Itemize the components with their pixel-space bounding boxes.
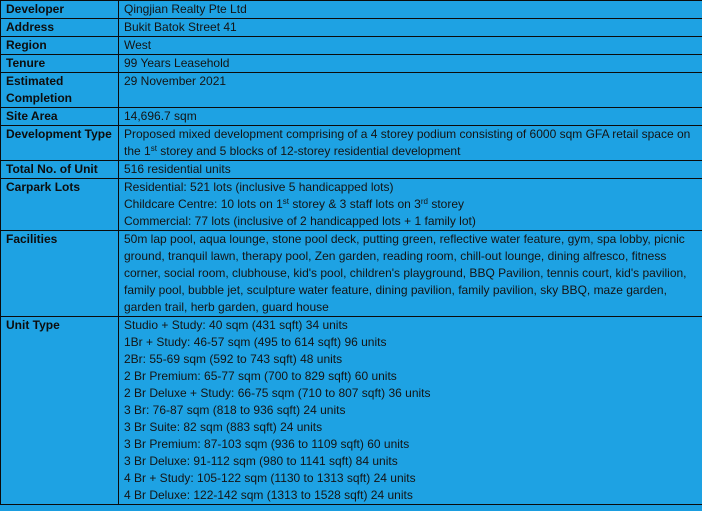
- ordinal-suffix: st: [282, 197, 289, 206]
- ordinal-suffix: st: [150, 144, 157, 153]
- label-tenure: Tenure: [1, 55, 119, 73]
- value-developer: [119, 1, 702, 19]
- row-carpark-lots: [1, 179, 702, 231]
- value-region: [119, 37, 702, 55]
- value-line: 516 residential units: [124, 162, 231, 176]
- row-site-area: [1, 108, 702, 126]
- value-paragraph: 50m lap pool, aqua lounge, stone pool deck, putting green, reflective water feature, gym, spa lobby, picnic ground, tranquil lawn, therapy pool, Zen garden, reading room, chill-out lounge, dining alfresco, fitness corner, social room, clubhouse, kid's pool, children's playground, BBQ Pavilion, tennis court, kid's pavilion, family pool, bubble jet, sculpture water feature, dining pavilion, family pavilion, sky BBQ, maze garden, garden trail, herb garden, guard house: [124, 232, 687, 314]
- unit-type-line: 2 Br Premium: 65-77 sqm (700 to 829 sqft) 60 units: [124, 369, 397, 383]
- value-site-area: [119, 108, 702, 126]
- label-address: Address: [1, 19, 119, 37]
- value-paragraph: Proposed mixed development comprising of a 4 storey podium consisting of 6000 sqm GFA retail space on the 1st storey and 5 blocks of 12-storey residential development: [124, 127, 691, 158]
- value-line: Commercial: 77 lots (inclusive of 2 handicapped lots + 1 family lot): [124, 214, 476, 228]
- unit-type-line: 3 Br Suite: 82 sqm (883 sqft) 24 units: [124, 420, 323, 434]
- label-development-type: Development Type: [1, 126, 119, 161]
- unit-type-line: 1Br + Study: 46-57 sqm (495 to 614 sqft) 96 units: [124, 335, 387, 349]
- unit-type-line: 3 Br Deluxe: 91-112 sqm (980 to 1141 sqft) 84 units: [124, 454, 398, 468]
- value-carpark-lots: [119, 179, 702, 231]
- unit-type-line: 4 Br + Study: 105-122 sqm (1130 to 1313 sqft) 24 units: [124, 471, 416, 485]
- label-region: Region: [1, 37, 119, 55]
- label-facilities: Facilities: [1, 231, 119, 317]
- value-line: 99 Years Leasehold: [124, 56, 230, 70]
- unit-type-line: 4 Br Deluxe: 122-142 sqm (1313 to 1528 sqft) 24 units: [124, 488, 413, 502]
- value-total-units: [119, 161, 702, 179]
- unit-type-line: 2 Br Deluxe + Study: 66-75 sqm (710 to 807 sqft) 36 units: [124, 386, 431, 400]
- row-development-type: [1, 126, 702, 161]
- label-developer: Developer: [1, 1, 119, 19]
- value-estimated-completion: [119, 73, 702, 108]
- unit-type-line: Studio + Study: 40 sqm (431 sqft) 34 units: [124, 318, 348, 332]
- value-line: Residential: 521 lots (inclusive 5 handicapped lots): [124, 180, 394, 194]
- unit-type-line: 2Br: 55-69 sqm (592 to 743 sqft) 48 units: [124, 352, 343, 366]
- label-carpark-lots: Carpark Lots: [1, 179, 119, 231]
- label-unit-type: Unit Type: [1, 317, 119, 505]
- row-developer: [1, 1, 702, 19]
- row-region: [1, 37, 702, 55]
- row-total-units: [1, 161, 702, 179]
- row-tenure: [1, 55, 702, 73]
- ordinal-suffix: rd: [420, 197, 428, 206]
- value-line: Qingjian Realty Pte Ltd: [124, 2, 247, 16]
- row-address: [1, 19, 702, 37]
- label-total-units: Total No. of Unit: [1, 161, 119, 179]
- value-development-type: [119, 126, 702, 161]
- row-facilities: [1, 231, 702, 317]
- value-line: Childcare Centre: 10 lots on 1st storey & 3 staff lots on 3rd storey: [124, 197, 464, 211]
- value-unit-type: [119, 317, 702, 505]
- row-unit-type: [1, 317, 702, 505]
- value-line: 14,696.7 sqm: [124, 109, 197, 123]
- value-address: [119, 19, 702, 37]
- label-site-area: Site Area: [1, 108, 119, 126]
- value-line: 29 November 2021: [124, 74, 227, 88]
- row-estimated-completion: [1, 73, 702, 108]
- unit-type-line: 3 Br: 76-87 sqm (818 to 936 sqft) 24 units: [124, 403, 346, 417]
- unit-type-line: 3 Br Premium: 87-103 sqm (936 to 1109 sqft) 60 units: [124, 437, 410, 451]
- label-estimated-completion: Estimated Completion: [1, 73, 119, 108]
- value-line: Bukit Batok Street 41: [124, 20, 237, 34]
- value-tenure: [119, 55, 702, 73]
- value-facilities: [119, 231, 702, 317]
- value-line: West: [124, 38, 152, 52]
